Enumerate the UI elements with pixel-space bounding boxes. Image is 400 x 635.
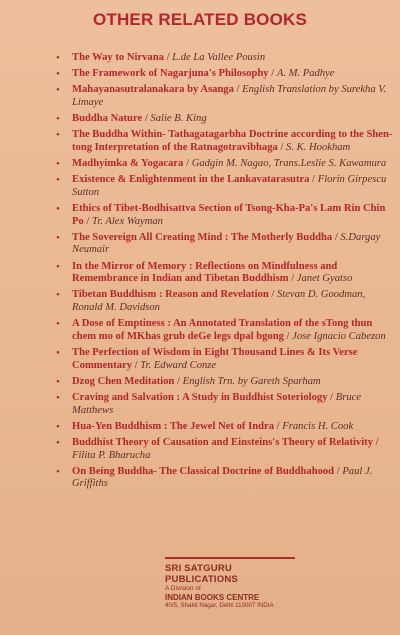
bullet-icon: • bbox=[56, 391, 60, 404]
book-title: Mahayanasutralanakara by Asanga bbox=[72, 84, 234, 96]
book-author: Francis H. Cook bbox=[282, 420, 354, 432]
bullet-icon: • bbox=[56, 158, 60, 171]
separator: / bbox=[142, 113, 151, 125]
separator: / bbox=[163, 52, 173, 63]
separator: / bbox=[283, 330, 293, 342]
book-title: Madhyimka & Yogacara bbox=[72, 158, 184, 170]
separator: / bbox=[288, 273, 297, 285]
book-author: Salie B. King bbox=[150, 113, 207, 125]
bullet-icon: • bbox=[56, 465, 60, 478]
book-author: L.de La Vallee Pousin bbox=[172, 52, 266, 63]
separator: / bbox=[334, 465, 343, 477]
publisher-block bbox=[165, 557, 295, 610]
bullet-icon: • bbox=[56, 84, 60, 97]
list-item bbox=[56, 392, 396, 417]
book-title: Hua-Yen Buddhism : The Jewel Net of Indra bbox=[72, 420, 274, 432]
bullet-icon: • bbox=[56, 174, 60, 187]
bullet-icon: • bbox=[56, 318, 60, 331]
book-author: Gadgin M. Nagao, Trans.Leslie S. Kawamura bbox=[191, 158, 387, 170]
list-item bbox=[56, 347, 396, 372]
bullet-icon: • bbox=[56, 129, 60, 142]
book-title: Dzog Chen Meditation bbox=[72, 375, 175, 387]
list-item bbox=[56, 289, 396, 314]
book-author: Janet Gyatso bbox=[296, 273, 353, 285]
list-item bbox=[56, 129, 396, 154]
bullet-icon: • bbox=[56, 420, 60, 433]
list-item bbox=[56, 376, 396, 389]
page-title: OTHER RELATED BOOKS bbox=[92, 10, 308, 29]
book-title: The Sovereign All Creating Mind : The Motherly Buddha bbox=[72, 231, 333, 243]
bullet-icon: • bbox=[56, 436, 60, 449]
book-title: Ethics of Tibet-Bodhisattva Section of Tsong-Kha-Pa's Lam Rin Chin Po bbox=[72, 203, 386, 227]
list-item bbox=[56, 318, 396, 343]
separator: / bbox=[268, 68, 277, 80]
book-title: The Buddha Within- Tathagatagarbha Doctrine according to the Shen-tong Interpretation of the Ratnagotravibhaga bbox=[72, 129, 393, 153]
list-item bbox=[56, 203, 396, 228]
list-item bbox=[56, 84, 396, 109]
book-author: Jose Ignacio Cabezon bbox=[292, 330, 386, 342]
list-item bbox=[56, 232, 396, 257]
separator: / bbox=[327, 391, 336, 403]
list-item bbox=[56, 466, 396, 491]
book-title: Buddhist Theory of Causation and Einsteins's Theory of Relativity bbox=[72, 436, 373, 448]
book-author: A. M. Padhye bbox=[276, 68, 335, 80]
book-author: English Translation by Surekha V. Limaye bbox=[72, 84, 387, 108]
separator: / bbox=[183, 158, 192, 170]
publisher-address: 40/5, Shakti Nagar, Delhi 110007 INDIA bbox=[165, 602, 274, 609]
bullet-icon: • bbox=[56, 375, 60, 388]
list-item bbox=[56, 52, 396, 65]
bullet-icon: • bbox=[56, 289, 60, 302]
book-list bbox=[56, 52, 396, 495]
bullet-icon: • bbox=[56, 52, 60, 64]
book-author: Florin Girpescu Sutton bbox=[72, 174, 387, 198]
bullet-icon: • bbox=[56, 260, 60, 273]
book-author: S.Dargay Neumair bbox=[72, 231, 381, 256]
book-author: Tr. Edward Conze bbox=[140, 359, 217, 371]
book-author: English Trn. by Gareth Sparham bbox=[182, 375, 321, 387]
book-author: S. K. Hookham bbox=[286, 141, 351, 153]
book-title: The Way to Nirvana bbox=[72, 52, 164, 63]
book-title: In the Mirror of Memory : Reflections on Mindfulness and Remembrance in Indian and Tibetan Buddhism bbox=[72, 260, 338, 285]
publisher-centre: INDIAN BOOKS CENTRE bbox=[165, 593, 260, 602]
book-author: Bruce Matthews bbox=[72, 391, 362, 416]
publisher-name: SRI SATGURU PUBLICATIONS bbox=[165, 563, 238, 585]
separator: / bbox=[332, 231, 341, 243]
book-author: Tr. Alex Wayman bbox=[92, 215, 163, 227]
book-title: Existence & Enlightenment in the Lankavatarasutra bbox=[72, 174, 310, 186]
publisher-division: A Division of bbox=[165, 585, 201, 592]
list-item bbox=[56, 113, 396, 126]
book-title: Craving and Salvation : A Study in Buddhist Soteriology bbox=[72, 391, 328, 403]
book-author: Stevan D. Goodman, Ronald M. Davidson bbox=[72, 289, 366, 314]
bullet-icon: • bbox=[56, 113, 60, 126]
bullet-icon: • bbox=[56, 231, 60, 244]
separator: / bbox=[274, 420, 283, 432]
list-item bbox=[56, 421, 396, 434]
separator: / bbox=[132, 359, 141, 371]
list-item bbox=[56, 68, 396, 81]
separator: / bbox=[373, 436, 379, 448]
list-item bbox=[56, 174, 396, 199]
book-title: Buddha Nature bbox=[72, 113, 143, 125]
list-item bbox=[56, 158, 396, 171]
separator: / bbox=[268, 289, 277, 301]
book-title: Tibetan Buddhism : Reason and Revelation bbox=[72, 289, 269, 301]
list-item bbox=[56, 437, 396, 462]
separator: / bbox=[174, 375, 183, 387]
bullet-icon: • bbox=[56, 68, 60, 81]
separator: / bbox=[277, 141, 287, 153]
separator: / bbox=[309, 174, 318, 186]
book-title: On Being Buddha- The Classical Doctrine of Buddhahood bbox=[72, 465, 335, 477]
book-title: The Framework of Nagarjuna's Philosophy bbox=[72, 68, 269, 80]
separator: / bbox=[233, 84, 243, 96]
book-title: A Dose of Emptiness : An Annotated Translation of the sTong thun chem mo of MKhas grub deGe legs dpal bgong bbox=[72, 318, 373, 342]
list-item bbox=[56, 261, 396, 286]
bullet-icon: • bbox=[56, 203, 60, 216]
separator: / bbox=[83, 215, 93, 227]
bullet-icon: • bbox=[56, 347, 60, 359]
book-author: Paul J. Griffiths bbox=[72, 465, 373, 490]
book-title: The Perfection of Wisdom in Eight Thousand Lines & Its Verse Commentary bbox=[72, 347, 358, 371]
book-author: Filita P. Bharucha bbox=[72, 449, 151, 461]
